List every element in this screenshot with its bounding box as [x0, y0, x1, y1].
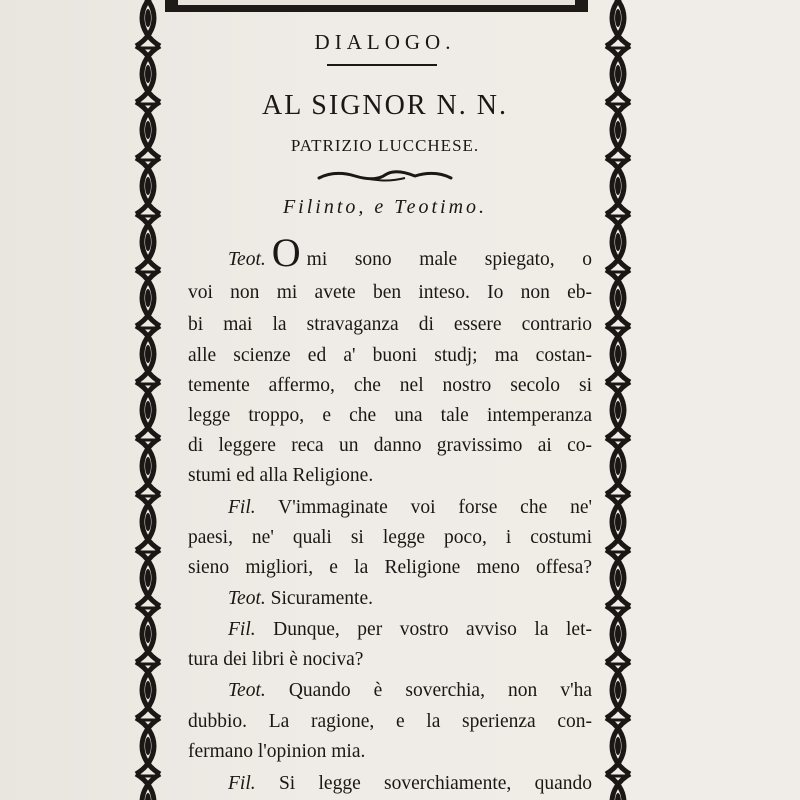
text-line: dubbio. La ragione, e la sperienza con- — [188, 711, 592, 732]
text-line: voi non mi avete ben inteso. Io non eb- — [188, 282, 592, 303]
text-line: bi mai la stravaganza di essere contrario — [188, 314, 592, 335]
chain-bead — [615, 121, 621, 139]
left-ornamental-border — [130, 0, 166, 800]
chain-bead — [615, 569, 621, 587]
chain-bead — [615, 737, 621, 755]
chain-bead — [145, 569, 151, 587]
text-line — [188, 619, 592, 641]
chain-bead — [145, 345, 151, 363]
section-label: DIALOGO. — [314, 30, 456, 54]
chain-bead — [145, 457, 151, 475]
chain-bead — [615, 65, 621, 83]
line-text: Dunque, per vostro avviso la let- — [273, 619, 593, 640]
text-line — [188, 230, 592, 275]
speaker-label: Teot. — [228, 588, 266, 609]
line-text: Sicuramente. — [270, 588, 373, 609]
chain-bead — [145, 65, 151, 83]
chain-bead — [615, 289, 621, 307]
right-ornamental-border — [600, 0, 636, 800]
chain-bead — [145, 177, 151, 195]
heading-rule — [327, 64, 437, 66]
text-line — [188, 680, 592, 702]
speaker-label: Fil. — [228, 497, 256, 518]
text-line — [188, 773, 592, 795]
dedication-title: AL SIGNOR N. N. — [262, 90, 508, 121]
speaker-label: Teot. — [228, 680, 266, 701]
text-line: sieno migliori, e la Religione meno offesa? — [188, 557, 592, 578]
chain-bead — [145, 625, 151, 643]
line-text: Si legge soverchiamente, quando — [278, 773, 592, 794]
line-text: Quando è soverchia, non v'ha — [288, 680, 593, 701]
speaker-label: Fil. — [228, 773, 256, 794]
chain-bead — [145, 9, 151, 27]
text-line: stumi ed alla Religione. — [188, 465, 374, 486]
text-line: legge troppo, e che una tale intemperanza — [188, 405, 592, 426]
chain-bead — [145, 233, 151, 251]
chain-bead — [145, 513, 151, 531]
chain-bead — [615, 9, 621, 27]
characters-line: Filinto, e Teotimo. — [282, 196, 488, 218]
text-line: fermano l'opinion mia. — [188, 741, 366, 762]
line-text: V'immaginate voi forse che ne' — [278, 497, 593, 518]
chain-bead — [145, 681, 151, 699]
chain-bead — [145, 289, 151, 307]
speaker-label: Fil. — [228, 619, 256, 640]
chain-bead — [615, 513, 621, 531]
chain-bead — [615, 177, 621, 195]
chain-bead — [145, 121, 151, 139]
text-block — [180, 0, 593, 800]
dedication-subtitle: PATRIZIO LUCCHESE. — [290, 136, 480, 155]
flourish-ornament — [315, 166, 455, 186]
text-line — [188, 497, 592, 519]
chain-bead — [145, 793, 151, 800]
text-line: temente affermo, che nel nostro secolo si — [188, 375, 592, 396]
drop-cap: O — [271, 230, 301, 275]
chain-bead — [145, 737, 151, 755]
chain-bead — [145, 401, 151, 419]
text-line: paesi, ne' quali si legge poco, i costumi — [188, 527, 592, 548]
text-line: di leggere reca un danno gravissimo ai co- — [188, 435, 592, 456]
speaker-label: Teot. — [228, 249, 266, 270]
text-line: tura dei libri è nociva? — [188, 649, 364, 670]
text-line — [188, 588, 592, 610]
chain-bead — [615, 457, 621, 475]
line-text: mi sono male spiegato, o — [306, 249, 592, 270]
chain-bead — [615, 681, 621, 699]
chain-bead — [615, 793, 621, 800]
chain-bead — [615, 233, 621, 251]
chain-bead — [615, 345, 621, 363]
text-line: alle scienze ed a' buoni studj; ma costan- — [188, 345, 592, 366]
chain-bead — [615, 625, 621, 643]
chain-bead — [615, 401, 621, 419]
